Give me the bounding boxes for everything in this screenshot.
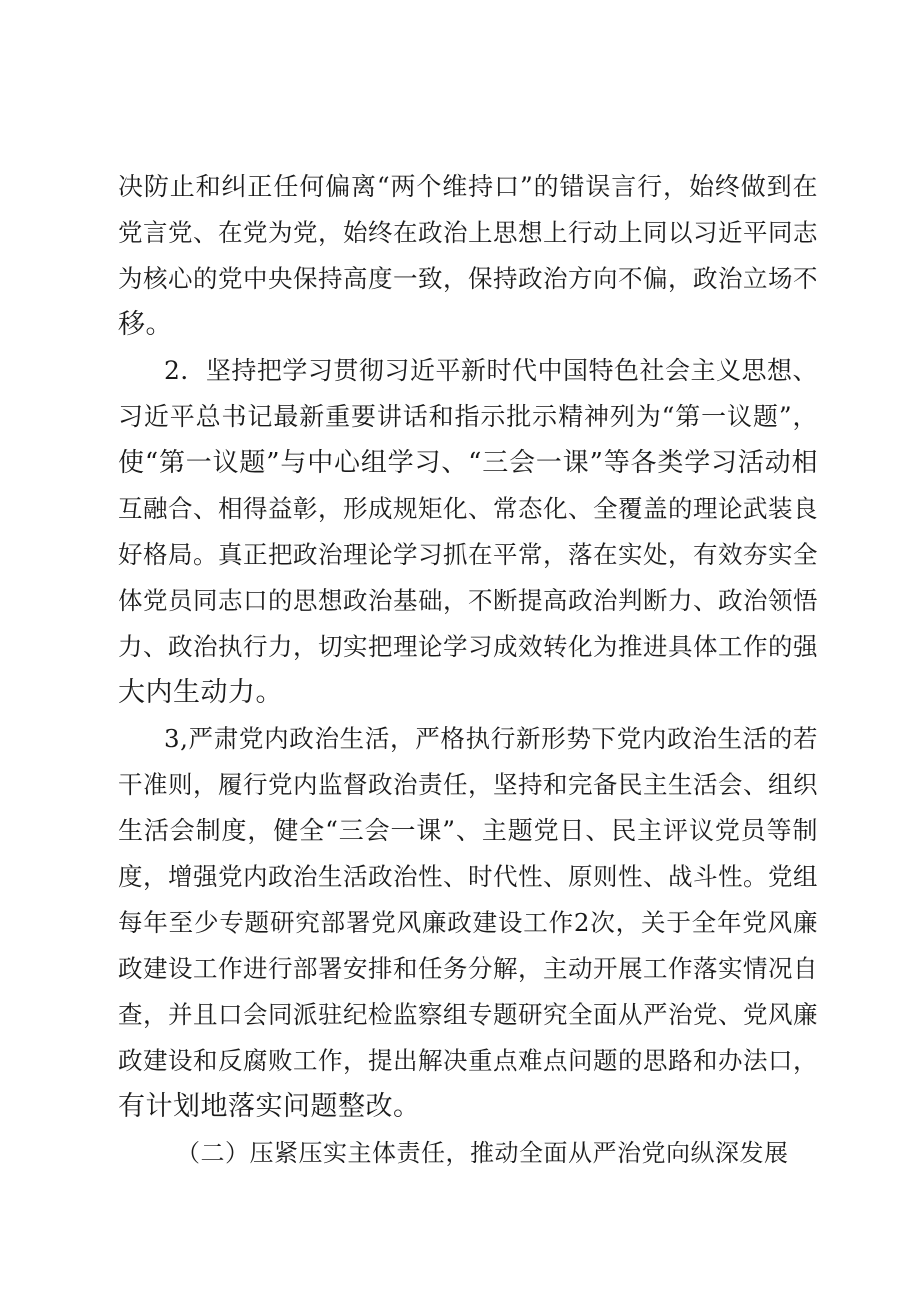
paragraph-2-line-6: 体党员同志口的思想政治基础，不断提高政治判断力、政治领悟 — [118, 586, 818, 615]
paragraph-2-line-5: 好格局。真正把政治理论学习抓在平常，落在实处，有效夯实全 — [118, 540, 818, 569]
paragraph-3-line-1: 3,严肃党内政治生活，严格执行新形势下党内政治生活的若 — [164, 724, 818, 753]
paragraph-1-line-1: 决防止和纠正任何偏离“两个维持口”的错误言行，始终做到在 — [118, 172, 818, 201]
paragraph-2-line-8: 大内生动力。 — [118, 677, 283, 708]
paragraph-3-line-6: 政建设工作进行部署安排和任务分解，主动开展工作落实情况自 — [118, 954, 818, 983]
paragraph-3-line-9: 有计划地落实问题整改。 — [118, 1091, 421, 1122]
paragraph-1-line-2: 党言党、在党为党，始终在政治上思想上行动上同以习近平同志 — [118, 218, 818, 247]
paragraph-1-line-4: 移。 — [118, 309, 173, 340]
paragraph-2-line-7: 力、政治执行力，切实把理论学习成效转化为推进具体工作的强 — [118, 632, 818, 661]
section-heading: （二）压紧压实主体责任，推动全面从严治党向纵深发展 — [176, 1139, 789, 1167]
paragraph-2-line-2: 习近平总书记最新重要讲话和指示批示精神列为“第一议题”， — [118, 402, 818, 431]
paragraph-2-line-3: 使“第一议题”与中心组学习、“三会一课”等各类学习活动相 — [118, 448, 818, 478]
paragraph-3-line-7: 查，并且口会同派驻纪检监察组专题研究全面从严治党、党风廉 — [118, 1000, 818, 1029]
paragraph-1-line-3: 为核心的党中央保持高度一致，保持政治方向不偏，政治立场不 — [118, 264, 818, 293]
paragraph-2-line-1: 2．坚持把学习贯彻习近平新时代中国特色社会主义思想、 — [164, 356, 818, 385]
paragraph-2-line-4: 互融合、相得益彰，形成规矩化、常态化、全覆盖的理论武装良 — [118, 494, 818, 523]
paragraph-3-line-2: 干准则，履行党内监督政治责任，坚持和完备民主生活会、组织 — [118, 770, 818, 799]
paragraph-3-line-8: 政建设和反腐败工作，提出解决重点难点问题的思路和办法口， — [118, 1046, 818, 1075]
paragraph-3-line-4: 度，增强党内政治生活政治性、时代性、原则性、战斗性。党组 — [118, 862, 818, 891]
paragraph-3-line-5: 每年至少专题研究部署党风廉政建设工作2次，关于全年党风廉 — [118, 908, 818, 937]
paragraph-3-line-3: 生活会制度，健全“三会一课”、主题党日、民主评议党员等制 — [118, 816, 818, 845]
